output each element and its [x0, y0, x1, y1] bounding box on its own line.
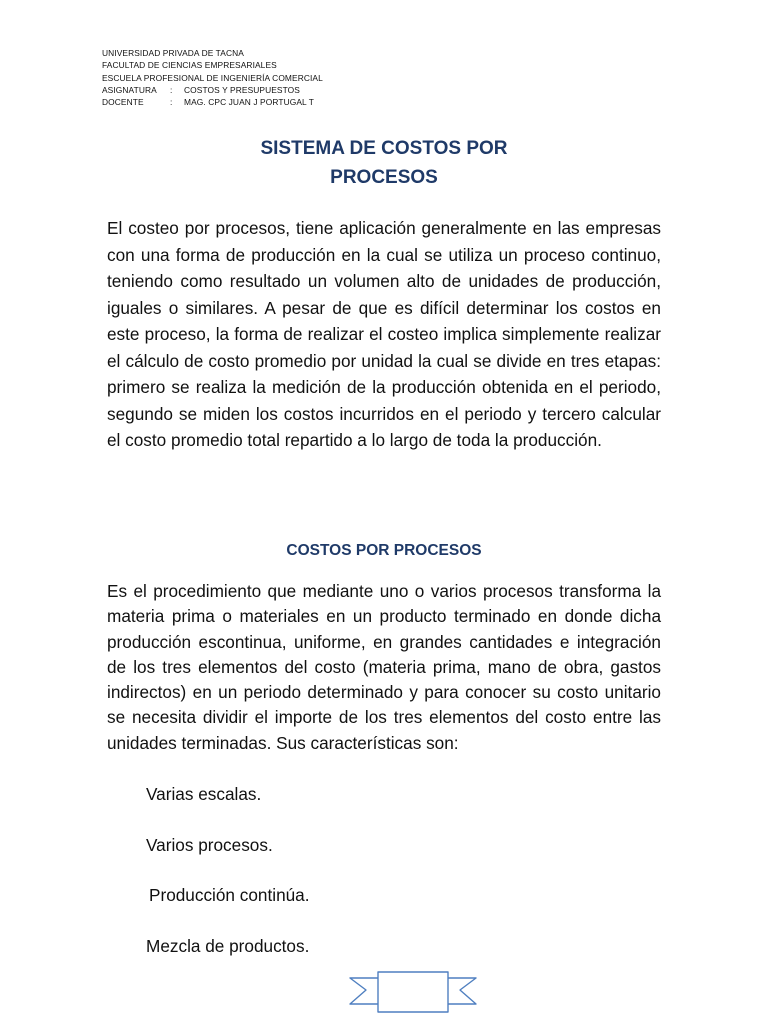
section-paragraph: Es el procedimiento que mediante uno o varios procesos transforma la materia prima o materiales en un producto terminado en donde dicha producción escontinua, uniforme, en grandes cantidades e integración de los tres elementos del costo (materia prima, mano de obra, gastos indirectos) en un periodo determinado y para conocer su costo unitario se necesita dividir el importe de los tres elementos del costo entre las unidades terminadas. Sus características son:	[107, 581, 661, 753]
header-course-value: COSTOS Y PRESUPUESTOS	[184, 84, 300, 95]
characteristics-list	[146, 782, 310, 984]
header-faculty: FACULTAD DE CIENCIAS EMPRESARIALES	[102, 60, 277, 71]
list-item: Varios procesos.	[146, 834, 273, 855]
header-teacher-row	[102, 96, 323, 108]
header-course-colon: :	[170, 84, 173, 95]
title-line-1: SISTEMA DE COSTOS POR	[260, 138, 508, 159]
header-course-label: ASIGNATURA	[102, 84, 157, 95]
list-item: Mezcla de productos.	[146, 935, 310, 956]
document-title	[0, 134, 768, 192]
header-course-row	[102, 84, 323, 96]
header-school: ESCUELA PROFESIONAL DE INGENIERÍA COMERCIAL	[102, 72, 323, 83]
list-item: Producción continúa.	[149, 885, 310, 905]
ribbon-banner-icon	[348, 968, 478, 1014]
header-teacher-label: DOCENTE	[102, 97, 144, 108]
intro-paragraph: El costeo por procesos, tiene aplicación generalmente en las empresas con una forma de producción en la cual se utiliza un proceso continuo, teniendo como resultado un volumen alto de unidades de producción, iguales o similares. A pesar de que es difícil determinar los costos en este proceso, la forma de realizar el costeo implica simplemente realizar el cálculo de costo promedio por unidad la cual se divide en tres etapas: primero se realiza la medición de la producción obtenida en el periodo, segundo se miden los costos incurridos en el periodo y tercero calcular el costo promedio total repartido a lo largo de toda la producción.	[107, 218, 661, 450]
header-university: UNIVERSIDAD PRIVADA DE TACNA	[102, 48, 244, 58]
section-heading: COSTOS POR PROCESOS	[286, 542, 482, 559]
list-item: Varias escalas.	[146, 784, 262, 804]
title-line-2: PROCESOS	[330, 167, 438, 188]
header-teacher-value: MAG. CPC JUAN J PORTUGAL T	[184, 97, 314, 108]
header-teacher-colon: :	[170, 97, 173, 108]
document-header	[102, 47, 323, 108]
